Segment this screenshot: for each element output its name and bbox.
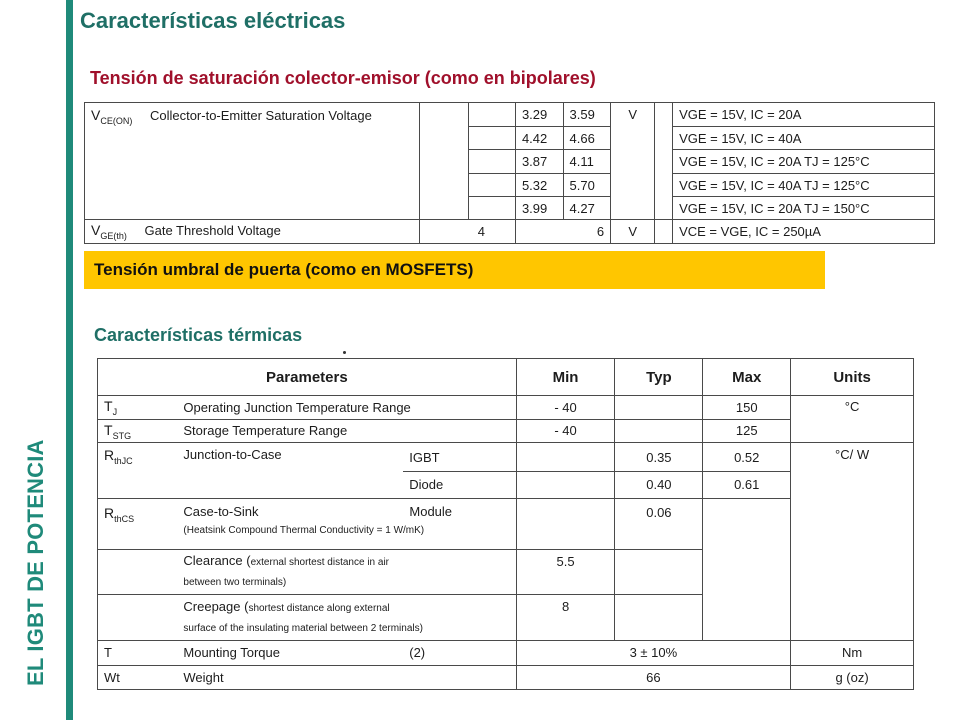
- diode-max: 0.61: [703, 472, 791, 499]
- threshold-max: 6: [515, 220, 610, 244]
- diode-typ: 0.40: [615, 472, 703, 499]
- module-label: Module: [409, 503, 453, 519]
- igbt-typ: 0.35: [615, 443, 703, 472]
- weight-unit: g (oz): [791, 666, 914, 690]
- creepage-note-2: surface of the insulating material between 2 terminals): [183, 622, 423, 634]
- tstg-max: 125: [703, 419, 791, 443]
- max-value: 5.70: [563, 174, 611, 197]
- threshold-banner: Tensión umbral de puerta (como en MOSFETS): [84, 251, 825, 289]
- weight-symbol: Wt: [98, 666, 178, 690]
- rthcs-note: (Heatsink Compound Thermal Conductivity = 1 W/mK): [183, 524, 425, 536]
- header-max: Max: [703, 359, 791, 396]
- threshold-condition: VCE = VGE, IC = 250µA: [673, 220, 935, 244]
- table-row: [85, 103, 935, 127]
- threshold-min: 4: [420, 220, 516, 244]
- vge-description: Gate Threshold Voltage: [144, 223, 281, 239]
- tj-max: 150: [703, 396, 791, 420]
- header-min: Min: [516, 359, 615, 396]
- weight-value: 66: [516, 666, 791, 690]
- tj-description: Operating Junction Temperature Range: [177, 396, 516, 420]
- tj-min: - 40: [516, 396, 615, 420]
- clearance-min: 5.5: [516, 550, 615, 595]
- table-row: $R_{thJC}$ Junction-to-Case IGBT 0.35 0.52 °C/ W: [98, 443, 914, 472]
- max-value: 4.11: [563, 150, 611, 174]
- tstg-description: Storage Temperature Range: [177, 419, 516, 443]
- vge-parameter-cell: [85, 220, 420, 244]
- table-row: $T_J$ Operating Junction Temperature Range - 40 150 °C: [98, 396, 914, 420]
- saturation-subtitle: Tensión de saturación colector-emisor (como en bipolares): [90, 68, 596, 88]
- table-row: [85, 220, 935, 244]
- torque-symbol: T: [98, 640, 178, 666]
- typ-value: 4.42: [515, 127, 563, 150]
- max-value: 4.66: [563, 127, 611, 150]
- max-value: 3.59: [563, 103, 611, 127]
- header-units: Units: [791, 359, 914, 396]
- weight-description: Weight: [177, 666, 516, 690]
- rthcs-cell: [177, 498, 516, 549]
- vce-parameter-cell: [85, 103, 420, 220]
- test-condition: VGE = 15V, IC = 20A TJ = 150°C: [673, 197, 935, 220]
- clearance-cell: [177, 550, 516, 595]
- test-condition: VGE = 15V, IC = 40A TJ = 125°C: [673, 174, 935, 197]
- decorative-dot: [343, 351, 346, 354]
- creepage-min: 8: [516, 595, 615, 640]
- side-accent-bar: [66, 0, 73, 720]
- header-row: [98, 359, 914, 396]
- page-title: Características eléctricas: [80, 8, 346, 33]
- torque-value: 3 ± 10%: [516, 640, 791, 666]
- vertical-section-title: EL IGBT DE POTENCIA: [23, 439, 48, 686]
- typ-value: 3.87: [515, 150, 563, 174]
- electrical-table-panel: [84, 102, 935, 244]
- table-row: $R_{thCS}$ Case-to-Sink (Heatsink Compound Thermal Conductivity = 1 W/mK) Module 0.06: [98, 498, 914, 549]
- diode-label: Diode: [403, 472, 516, 499]
- clearance-note-1: external shortest distance in air: [250, 557, 389, 569]
- vce-symbol: $V_{CE(ON)}$: [91, 107, 133, 126]
- thermal-section-title: Características térmicas: [94, 325, 303, 345]
- creepage-cell: [177, 595, 516, 640]
- igbt-label: IGBT: [403, 443, 516, 472]
- electrical-table: [84, 102, 935, 244]
- test-condition: VGE = 15V, IC = 20A TJ = 125°C: [673, 150, 935, 174]
- temperature-unit: °C: [791, 396, 914, 443]
- header-parameters: Parameters: [98, 359, 517, 396]
- creepage-label: Creepage (: [183, 598, 249, 614]
- rthjc-description: Junction-to-Case: [177, 443, 403, 499]
- table-row: [98, 666, 914, 690]
- table-row: [98, 640, 914, 666]
- typ-value: 3.29: [515, 103, 563, 127]
- header-typ: Typ: [615, 359, 703, 396]
- test-condition: VGE = 15V, IC = 40A: [673, 127, 935, 150]
- clearance-label: Clearance (: [183, 553, 251, 569]
- thermal-table: [97, 358, 914, 690]
- typ-value: 5.32: [515, 174, 563, 197]
- rthcs-description: Case-to-Sink: [183, 503, 259, 519]
- table-row: $T_{STG}$ Storage Temperature Range - 40 125: [98, 419, 914, 443]
- igbt-max: 0.52: [703, 443, 791, 472]
- torque-unit: Nm: [791, 640, 914, 666]
- max-value: 4.27: [563, 197, 611, 220]
- thermal-table-panel: [97, 358, 914, 690]
- typ-value: 3.99: [515, 197, 563, 220]
- rthcs-typ: 0.06: [615, 498, 703, 549]
- creepage-note-1: shortest distance along external: [248, 602, 390, 614]
- thermal-resistance-unit: °C/ W: [791, 443, 914, 640]
- vge-symbol: $V_{GE(th)}$: [91, 222, 127, 241]
- vce-unit: V: [611, 103, 655, 220]
- test-condition: VGE = 15V, IC = 20A: [673, 103, 935, 127]
- clearance-note-2: between two terminals): [183, 577, 287, 589]
- torque-description: Mounting Torque: [177, 640, 403, 666]
- vce-description: Collector-to-Emitter Saturation Voltage: [149, 108, 372, 123]
- torque-ref: (2): [403, 640, 516, 666]
- tstg-min: - 40: [516, 419, 615, 443]
- threshold-unit: V: [611, 220, 655, 244]
